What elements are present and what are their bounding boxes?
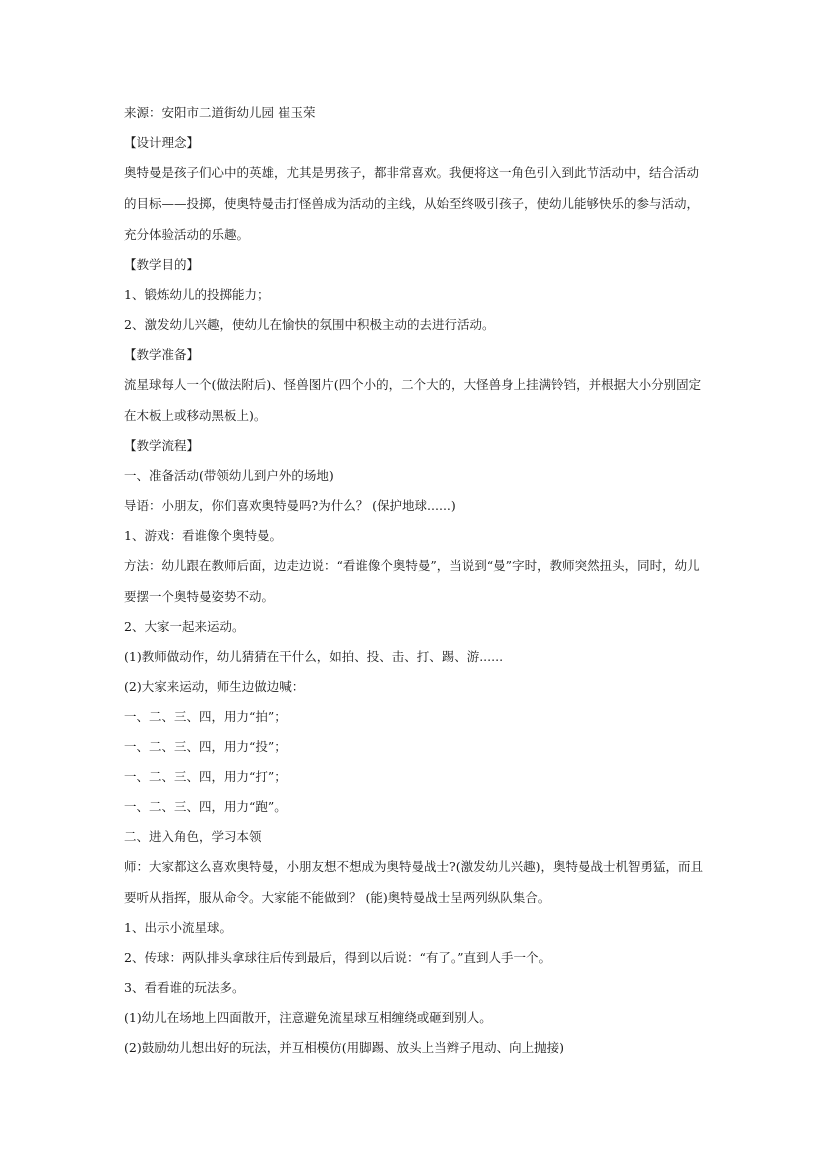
heading-design-concept: 【设计理念】 (124, 135, 200, 150)
design-paragraph-line-2: 的目标——投掷，使奥特曼击打怪兽成为活动的主线，从始至终吸引孩子，使幼儿能够快乐的参与活动， (124, 196, 700, 211)
prep-paragraph-line-1: 流星球每人一个(做法附后)、怪兽图片(四个小的，二个大的，大怪兽身上挂满铃铛，并根据大小分别固定 (124, 377, 702, 392)
heading-teaching-goal: 【教学目的】 (124, 257, 200, 272)
source-line: 来源：安阳市二道街幼儿园 崔玉荣 (124, 105, 316, 120)
chant-line-1: 一、二、三、四，用力“拍”； (124, 709, 287, 724)
section-2-title: 二、进入角色，学习本领 (124, 829, 262, 844)
heading-teaching-flow: 【教学流程】 (124, 438, 200, 453)
design-paragraph-line-3: 充分体验活动的乐趣。 (124, 227, 250, 242)
section-2-item-3-sub-2: (2)鼓励幼儿想出好的玩法，并互相模仿(用脚踢、放头上当辫子甩动、向上抛接) (124, 1040, 564, 1055)
chant-line-4: 一、二、三、四，用力“跑”。 (124, 799, 287, 814)
section-1-title: 一、准备活动(带领幼儿到户外的场地) (124, 468, 334, 483)
goal-item-1: 1、锻炼幼儿的投掷能力； (124, 287, 270, 302)
section-1-game: 1、游戏：看谁像个奥特曼。 (124, 528, 282, 543)
section-1-move: 2、大家一起来运动。 (124, 619, 245, 634)
goal-item-2: 2、激发幼儿兴趣，使幼儿在愉快的氛围中积极主动的去进行活动。 (124, 317, 495, 332)
section-2-paragraph-line-2: 要听从指挥，服从命令。大家能不能做到？ (能)奥特曼战士呈两列纵队集合。 (124, 890, 551, 905)
section-1-method-line-2: 要摆一个奥特曼姿势不动。 (124, 589, 275, 604)
document-body (124, 103, 709, 1057)
section-2-paragraph-line-1: 师：大家都这么喜欢奥特曼，小朋友想不想成为奥特曼战士?(激发幼儿兴趣)，奥特曼战士机智勇猛，而且 (124, 859, 703, 874)
section-2-item-2: 2、传球：两队排头拿球往后传到最后，得到以后说：“有了。”直到人手一个。 (124, 950, 551, 965)
section-1-move-item-2: (2)大家来运动，师生边做边喊： (124, 679, 305, 694)
section-2-item-1: 1、出示小流星球。 (124, 920, 232, 935)
chant-line-3: 一、二、三、四，用力“打”； (124, 769, 287, 784)
section-1-method-line-1: 方法：幼儿跟在教师后面，边走边说：“看谁像个奥特曼”，当说到“曼”字时，教师突然扭头，同时，幼儿 (124, 558, 700, 573)
section-1-move-item-1: (1)教师做动作，幼儿猜猜在干什么，如拍、投、击、打、踢、游...... (124, 649, 504, 664)
section-1-intro: 导语：小朋友，你们喜欢奥特曼吗?为什么？ (保护地球......) (124, 498, 456, 513)
section-2-item-3: 3、看看谁的玩法多。 (124, 980, 245, 995)
section-2-item-3-sub-1: (1)幼儿在场地上四面散开，注意避免流星球互相缠绕或砸到别人。 (124, 1010, 492, 1025)
prep-paragraph-line-2: 在木板上或移动黑板上)。 (124, 408, 267, 423)
heading-teaching-prep: 【教学准备】 (124, 347, 200, 362)
chant-line-2: 一、二、三、四，用力“投”； (124, 739, 287, 754)
design-paragraph-line-1: 奥特曼是孩子们心中的英雄，尤其是男孩子，都非常喜欢。我便将这一角色引入到此节活动中，结合活动 (124, 165, 700, 180)
